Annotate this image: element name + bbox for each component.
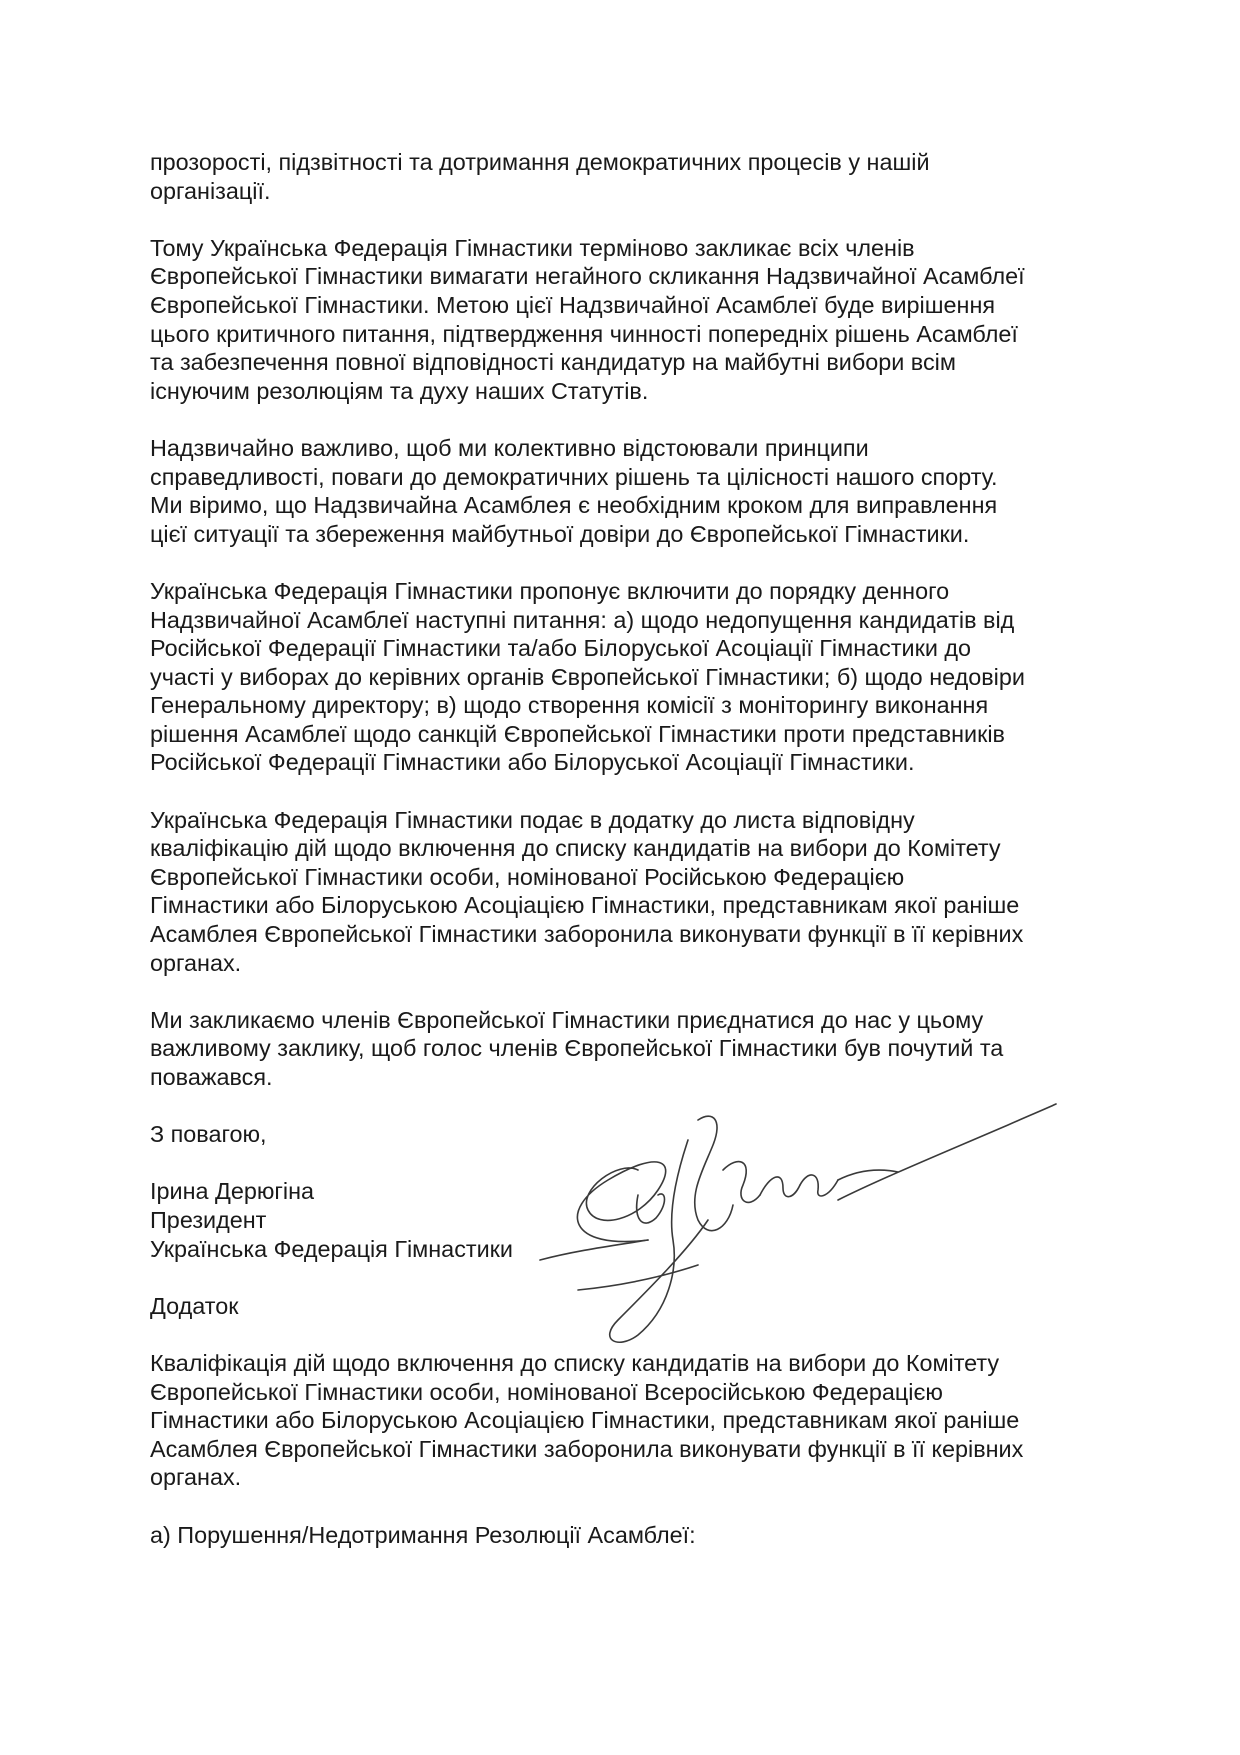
document-body [150,148,1100,1578]
paragraph-transparency: прозорості, підзвітності та дотримання демократичних процесів у нашій організації. [150,149,930,204]
annex-heading: Додаток [150,1292,239,1319]
annex-paragraph: Кваліфікація дій щодо включення до списку кандидатів на вибори до Комітету Європейської Гімнастики особи, номінованої Всеросійською Федерацією Гімнастики або Білоруською Асоціацією Гімнастики, представникам якої раніше Асамблея Європейської Гімнастики заборонила виконувати функції в її керівних органах. [150,1349,1024,1491]
paragraph-agenda-proposal: Українська Федерація Гімнастики пропонує включити до порядку денного Надзвичайної Асамблеї наступні питання: а) щодо недопущення кандидатів від Російської Федерації Гімнастики та/або Білоруської Асоціації Гімнастики до участі у виборах до керівних органів Європейської Гімнастики; б) щодо недовіри Генеральному директору; в) щодо створення комісії з моніторингу виконання рішення Асамблеї щодо санкцій Європейської Гімнастики проти представників Російської Федерації Гімнастики або Білоруської Асоціації Гімнастики. [150,577,1025,776]
signer-block [150,1177,1100,1263]
signer-title: Президент [150,1206,267,1233]
signer-organization: Українська Федерація Гімнастики [150,1235,513,1262]
paragraph-appeal: Ми закликаємо членів Європейської Гімнастики приєднатися до нас у цьому важливому заклику, щоб голос членів Європейської Гімнастики був почутий та поважався. [150,1006,1004,1090]
paragraph-annex-reference: Українська Федерація Гімнастики подає в додатку до листа відповідну кваліфікацію дій щодо включення до списку кандидатів на вибори до Комітету Європейської Гімнастики особи, номінованої Російською Федерацією Гімнастики або Білоруською Асоціацією Гімнастики, представникам якої раніше Асамблея Європейської Гімнастики заборонила виконувати функції в її керівних органах. [150,806,1024,976]
signer-name: Ірина Дерюгіна [150,1178,315,1205]
closing-salutation: З повагою, [150,1121,267,1148]
paragraph-importance: Надзвичайно важливо, щоб ми колективно відстоювали принципи справедливості, поваги до демократичних рішень та цілісності нашого спорту. Ми віримо, що Надзвичайна Асамблея є необхідним кроком для виправлення цієї ситуації та збереження майбутньої довіри до Європейської Гімнастики. [150,434,998,547]
paragraph-call-for-assembly: Тому Українська Федерація Гімнастики терміново закликає всіх членів Європейської Гімнастики вимагати негайного скликання Надзвичайної Асамблеї Європейської Гімнастики. Метою цієї Надзвичайної Асамблеї буде вирішення цього критичного питання, підтвердження чинності попередніх рішень Асамблеї та забезпечення повної відповідності кандидатур на майбутні вибори всім існуючим резолюціям та духу наших Статутів. [150,234,1025,404]
annex-subheading: а) Порушення/Недотримання Резолюції Асамблеї: [150,1521,696,1548]
